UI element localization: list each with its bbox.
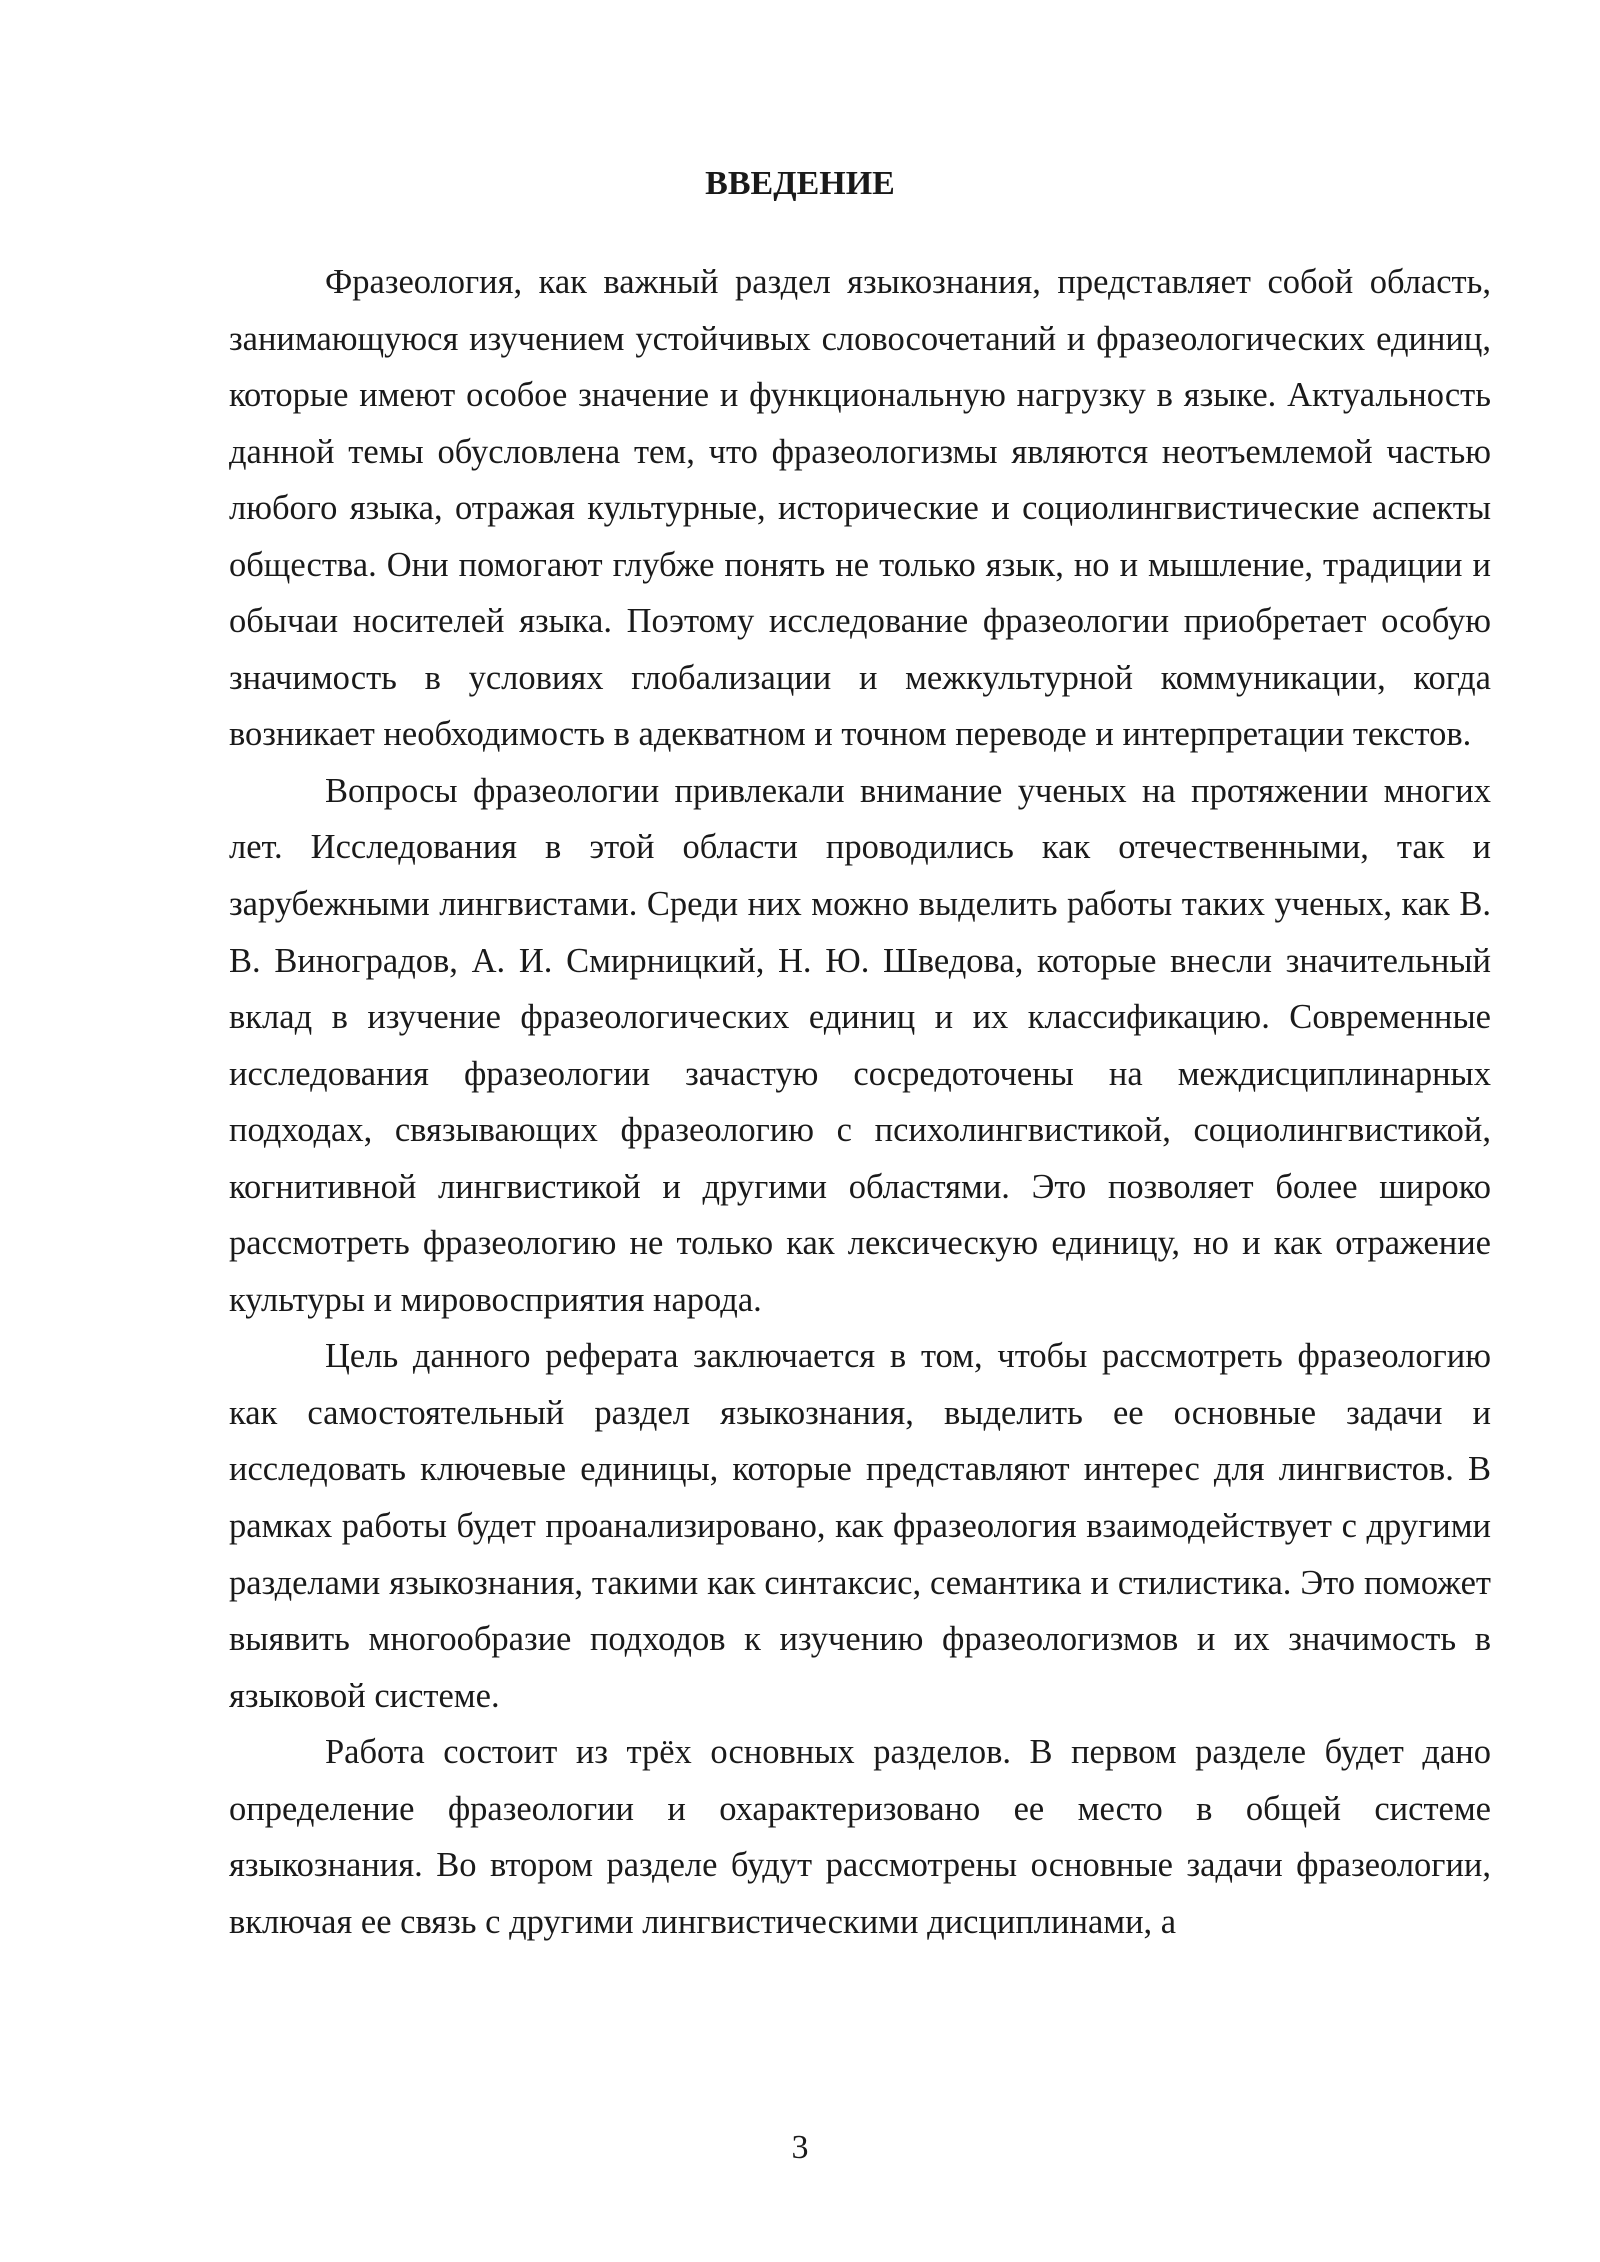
page-title: ВВЕДЕНИЕ (705, 165, 895, 202)
paragraph-1: Фразеология, как важный раздел языкознания, представляет собой область, занимающуюся изучением устойчивых словосочетаний и фразеологических единиц, которые имеют особое значение и функциональную нагрузку в языке. Актуальность данной темы обусловлена тем, что фразеологизмы являются неотъемлемой частью любого языка, отражая культурные, исторические и социолингвистические аспекты общества. Они помогают глубже понять не только язык, но и мышление, традиции и обычаи носителей языка. Поэтому исследование фразеологии приобретает особую значимость в условиях глобализации и межкультурной коммуникации, когда возникает необходимость в адекватном и точном переводе и интерпретации текстов. (229, 263, 1491, 754)
paragraph-2: Вопросы фразеологии привлекали внимание ученых на протяжении многих лет. Исследования в этой области проводились как отечественными, так и зарубежными лингвистами. Среди них можно выделить работы таких ученых, как В. В. Виноградов, А. И. Смирницкий, Н. Ю. Шведова, которые внесли значительный вклад в изучение фразеологических единиц и их классификацию. Современные исследования фразеологии зачастую сосредоточены на междисциплинарных подходах, связывающих фразеологию с психолингвистикой, социолингвистикой, когнитивной лингвистикой и другими областями. Это позволяет более широко рассмотреть фразеологию не только как лексическую единицу, но и как отражение культуры и мировосприятия народа. (229, 771, 1491, 1319)
document-body (229, 254, 1491, 1950)
paragraph-4: Работа состоит из трёх основных разделов. В первом разделе будет дано определение фразеологии и охарактеризовано ее место в общей системе языкознания. Во втором разделе будут рассмотрены основные задачи фразеологии, включая ее связь с другими лингвистическими дисциплинами, а (229, 1733, 1491, 1941)
paragraph-3: Цель данного реферата заключается в том, чтобы рассмотреть фразеологию как самостоятельный раздел языкознания, выделить ее основные задачи и исследовать ключевые единицы, которые представляют интерес для лингвистов. В рамках работы будет проанализировано, как фразеология взаимодействует с другими разделами языкознания, такими как синтаксис, семантика и стилистика. Это поможет выявить многообразие подходов к изучению фразеологизмов и их значимость в языковой системе. (229, 1337, 1491, 1715)
page-number: 3 (791, 2129, 809, 2166)
